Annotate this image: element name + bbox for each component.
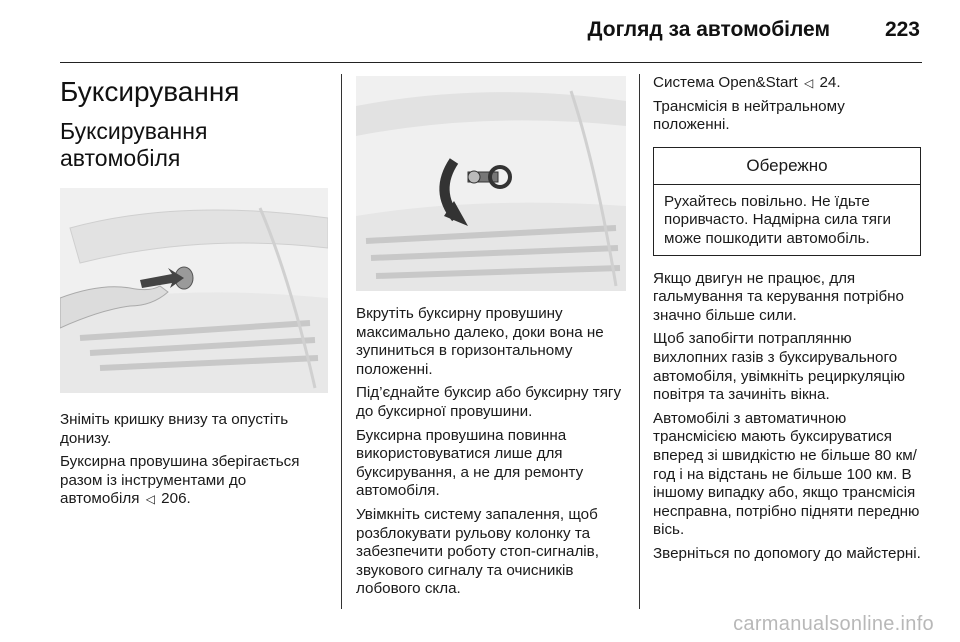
paragraph: Зніміть кришку внизу та опустіть донизу. <box>60 411 289 447</box>
paragraph: Система Open&Start ◁ 24. <box>653 74 841 91</box>
illustration-remove-cover <box>60 188 328 393</box>
page-header <box>60 0 922 63</box>
bumper-cover-illustration <box>60 188 328 393</box>
paragraph: Вкрутіть буксирну провушину максимально далеко, доки вона не зупиниться в горизонтальному положенні. <box>356 305 604 378</box>
paragraph: Щоб запобігти потраплянню вихлопних газів з буксирувального автомобіля, увімкніть рециркуляцію повітря та зачиніть вікна. <box>653 330 906 404</box>
paragraph: Буксирна провушина повинна використовуватися лише для буксирування, а не для ремонту автомобіля. <box>356 426 584 500</box>
column-3 <box>653 62 921 568</box>
paragraph: Автомобілі з автоматичною трансмісією мають буксируватися вперед зі швидкістю не більше 80 км/год і на відстань не більше 100 км. В іншому випадку або, якщо трансмісія несправна, потрібно підняти передню вісь. <box>653 409 920 539</box>
col3-text <box>653 270 921 564</box>
illustration-screw-eye <box>356 76 626 291</box>
warning-title: Обережно <box>654 148 920 185</box>
paragraph: Якщо двигун не працює, для гальмування та керування потрібно значно більше сили. <box>653 269 904 324</box>
warning-text: Рухайтесь повільно. Не їдьте поривчасто. Надмірна сила тяги може пошкодити автомобіль. <box>664 192 892 247</box>
page-number: 223 <box>884 18 920 41</box>
paragraph: Зверніться по допомогу до майстерні. <box>653 544 921 562</box>
sub-title-line-1: Буксирування <box>60 118 208 144</box>
paragraph: Буксирна провушина зберігається разом із інструментами до автомобіля ◁ 206. <box>60 453 300 508</box>
warning-box <box>653 147 921 256</box>
section-title: Буксирування <box>60 76 240 107</box>
col2-text <box>356 305 626 599</box>
column-divider-2 <box>639 74 640 609</box>
header-title: Догляд за автомобілем <box>587 18 830 41</box>
sub-title-line-2: автомобіля <box>60 145 181 171</box>
reference-arrow-icon: ◁ <box>145 492 155 507</box>
page-reference: 206. <box>161 490 191 508</box>
sub-title <box>60 118 328 172</box>
paragraph: Увімкніть систему запалення, щоб розблокувати рульову колонку та забезпечити роботу стоп-сигналів, звукового сигналу та очисників лобового скла. <box>356 505 599 598</box>
paragraph: Під’єднайте буксир або буксирну тягу до буксирної провушини. <box>356 384 622 420</box>
reference-arrow-icon: ◁ <box>803 76 814 90</box>
column-1 <box>60 62 328 514</box>
paragraph: Трансмісія в нейтральному положенні. <box>653 97 845 134</box>
col1-text <box>60 411 328 509</box>
column-divider-1 <box>341 74 342 609</box>
towing-eye-illustration <box>356 76 626 291</box>
watermark: carmanualsonline.info <box>733 613 934 635</box>
page-reference: 24. <box>819 74 841 91</box>
col3-intro <box>653 74 921 135</box>
column-2 <box>356 62 626 604</box>
